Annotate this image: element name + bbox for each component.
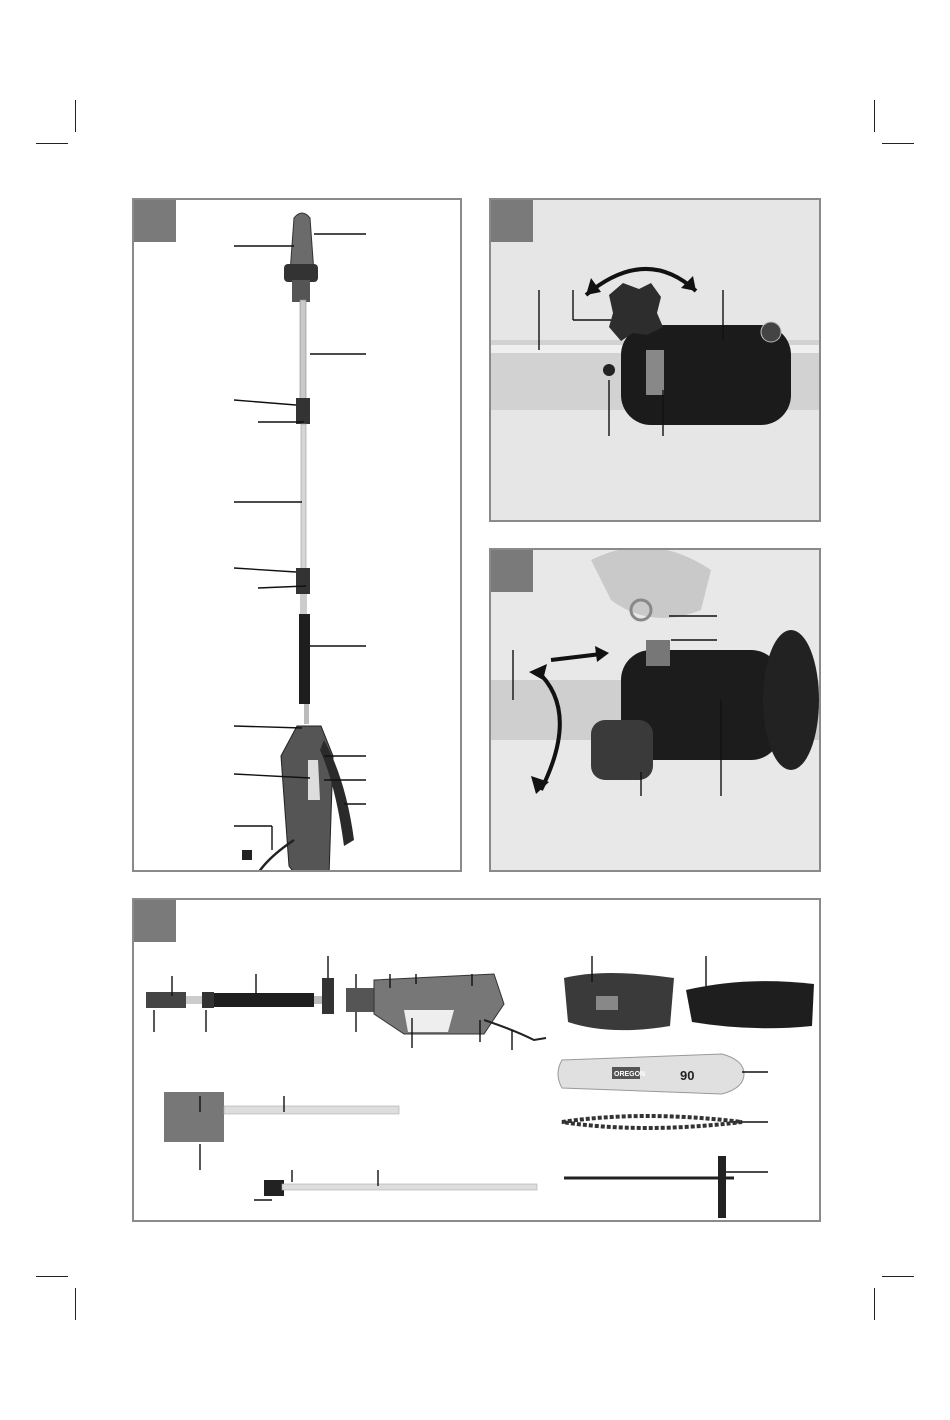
crop-mark-top-left-horizontal <box>36 143 68 144</box>
crop-mark-top-right-horizontal <box>882 143 914 144</box>
figure-a-panel <box>132 198 462 872</box>
guide-bar-brand-text: OREGON <box>614 1071 646 1078</box>
figure-d-panel <box>132 898 821 1222</box>
figure-c-panel <box>489 548 821 872</box>
figure-b-photo <box>491 200 821 522</box>
figure-c-photo <box>491 550 821 872</box>
crop-mark-top-right-vertical <box>874 100 875 132</box>
figure-b-panel <box>489 198 821 522</box>
crop-mark-top-left-vertical <box>75 100 76 132</box>
figure-a-illustration <box>134 200 462 872</box>
figure-c-tab <box>491 550 533 592</box>
crop-mark-bottom-left-vertical <box>75 1288 76 1320</box>
crop-mark-bottom-right-vertical <box>874 1288 875 1320</box>
crop-mark-bottom-right-horizontal <box>882 1276 914 1277</box>
crop-mark-bottom-left-horizontal <box>36 1276 68 1277</box>
guide-bar-model-text: 90 <box>680 1068 695 1083</box>
figure-d-parts <box>134 900 821 1222</box>
figure-b-tab <box>491 200 533 242</box>
